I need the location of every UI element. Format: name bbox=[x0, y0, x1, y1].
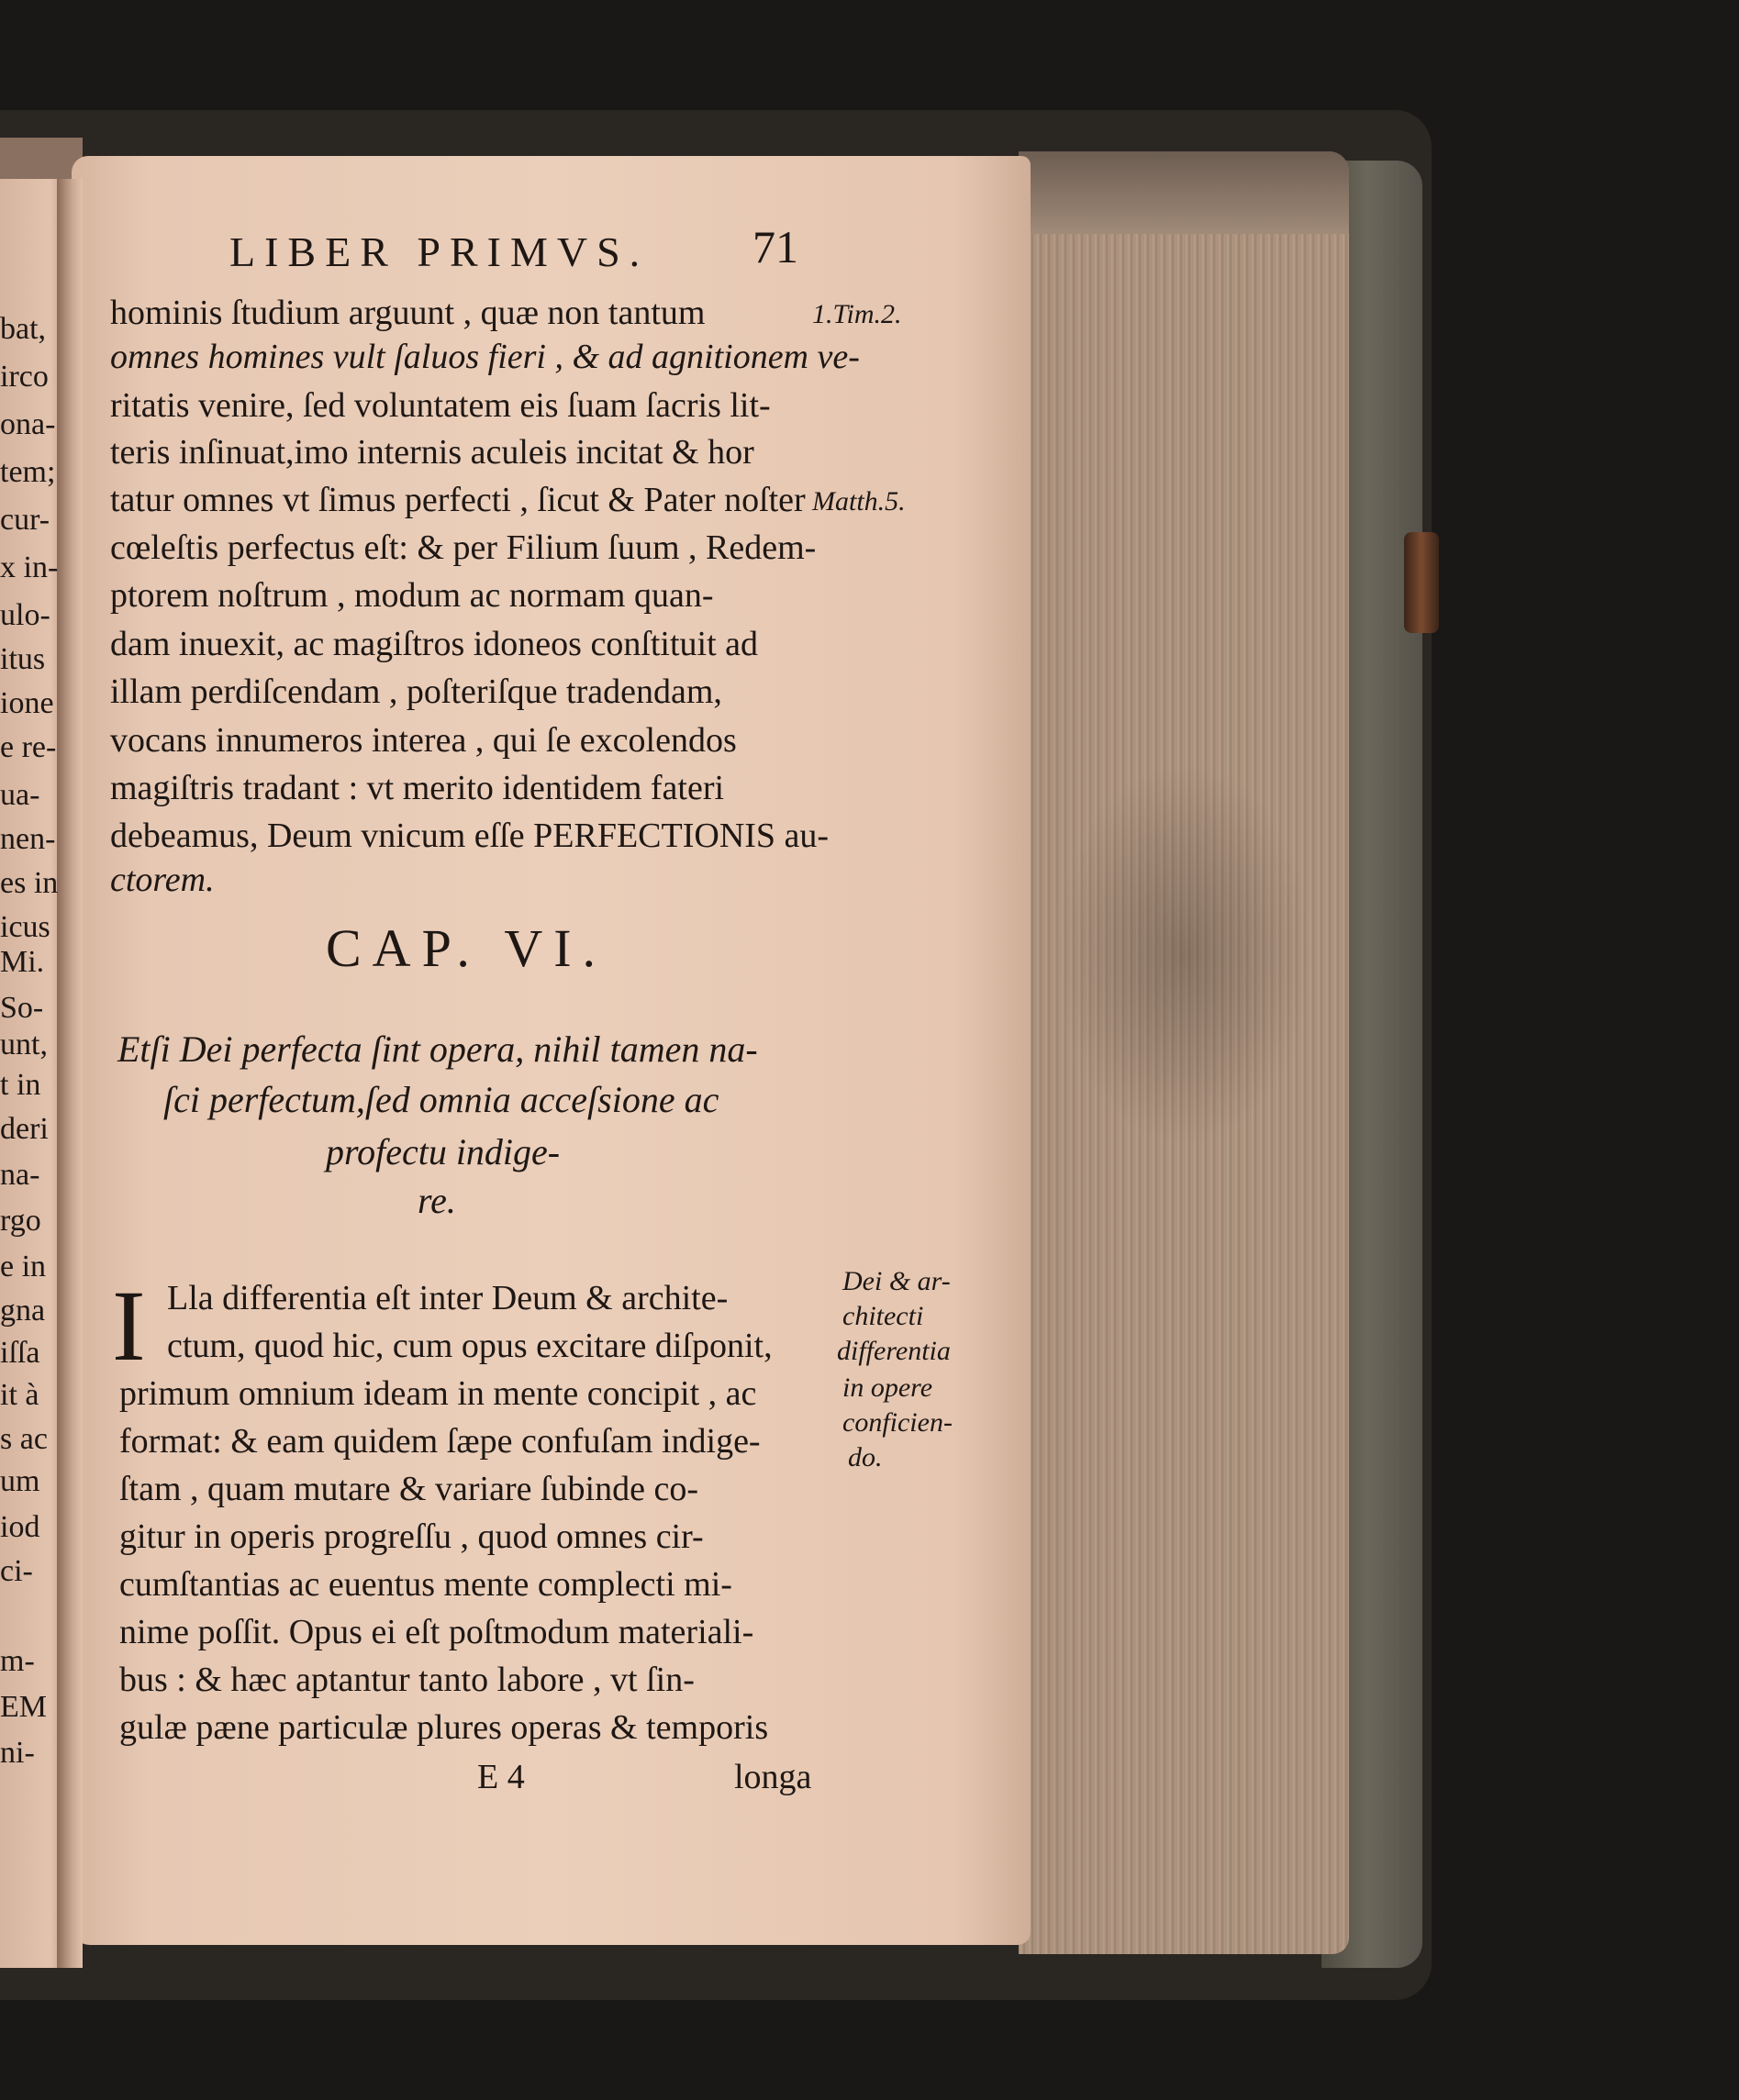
clasp-fragment bbox=[1404, 532, 1439, 633]
text-line: cœleſtis perfectus eſt: & per Filium ſuum , Redem- bbox=[110, 528, 817, 567]
left-fragment: e re- bbox=[0, 730, 57, 764]
left-fragment: deri bbox=[0, 1112, 49, 1146]
text-line: bus : & hæc aptantur tanto labore , vt ſin- bbox=[119, 1661, 695, 1699]
margin-gloss-line: Dei & ar- bbox=[842, 1266, 951, 1296]
chapter-heading: CAP. VI. bbox=[326, 918, 608, 978]
fore-edge-inscription bbox=[1055, 761, 1312, 1147]
left-fragment: it à bbox=[0, 1378, 39, 1412]
left-fragment: rgo bbox=[0, 1204, 41, 1238]
text-line: ctorem. bbox=[110, 861, 215, 899]
left-fragment: icus bbox=[0, 910, 50, 944]
left-fragment: cur- bbox=[0, 503, 50, 537]
text-line: ptorem noſtrum , modum ac normam quan- bbox=[110, 576, 714, 615]
fore-edge-top bbox=[1019, 151, 1349, 234]
margin-gloss-line: chitecti bbox=[842, 1301, 924, 1331]
text-line: ritatis venire, ſed voluntatem eis ſuam ſacris lit- bbox=[110, 386, 771, 425]
left-fragment: ona- bbox=[0, 407, 56, 441]
left-fragment: itus bbox=[0, 642, 46, 676]
signature-mark: E 4 bbox=[477, 1758, 525, 1796]
text-line: debeamus, Deum vnicum eſſe PERFECTIONIS au- bbox=[110, 817, 830, 855]
running-title: LIBER PRIMVS. bbox=[229, 228, 650, 275]
summary-line: profectu indige- bbox=[326, 1131, 561, 1172]
left-fragment: na- bbox=[0, 1158, 40, 1192]
left-fragment: iſſa bbox=[0, 1336, 40, 1370]
left-fragment: ni- bbox=[0, 1736, 35, 1770]
left-fragment: s ac bbox=[0, 1422, 48, 1456]
catchword: longa bbox=[734, 1758, 812, 1796]
margin-gloss-line: in opere bbox=[842, 1372, 933, 1403]
margin-note-timothy: 1.Tim.2. bbox=[812, 299, 902, 329]
margin-gloss-line: do. bbox=[848, 1442, 883, 1472]
left-fragment: x in- bbox=[0, 550, 59, 584]
left-fragment: Mi. bbox=[0, 945, 45, 979]
text-line: dam inuexit, ac magiſtros idoneos conſtituit ad bbox=[110, 625, 759, 663]
left-fragment: m- bbox=[0, 1644, 35, 1678]
left-fragment: t in bbox=[0, 1068, 41, 1102]
text-line: tatur omnes vt ſimus perfecti , ſicut & Pater noſter bbox=[110, 481, 806, 519]
left-fragment: gna bbox=[0, 1294, 46, 1328]
text-line: hominis ſtudium arguunt , quæ non tantum bbox=[110, 294, 706, 332]
left-fragment: unt, bbox=[0, 1028, 48, 1061]
margin-note-matthew: Matth.5. bbox=[812, 486, 906, 517]
left-fragment: So- bbox=[0, 991, 44, 1025]
left-fragment: ione bbox=[0, 686, 54, 720]
left-fragment: nen- bbox=[0, 822, 56, 856]
text-line: gulæ pæne particulæ plures operas & temporis bbox=[119, 1708, 769, 1747]
left-fragment: um bbox=[0, 1464, 40, 1498]
text-line: vocans innumeros interea , qui ſe excolendos bbox=[110, 721, 737, 760]
left-fragment: ci- bbox=[0, 1554, 33, 1588]
text-line: omnes homines vult ſaluos fieri , & ad agnitionem ve- bbox=[110, 338, 860, 376]
drop-cap: I bbox=[112, 1270, 146, 1382]
left-fragment: ulo- bbox=[0, 598, 50, 632]
text-line: teris inſinuat,imo internis aculeis incitat & hor bbox=[110, 433, 754, 472]
text-line: gitur in operis progreſſu , quod omnes cir- bbox=[119, 1517, 704, 1556]
gutter bbox=[57, 179, 83, 1968]
left-fragment: irco bbox=[0, 360, 49, 394]
text-line: cumſtantias ac euentus mente complecti mi- bbox=[119, 1565, 732, 1604]
text-line: ſtam , quam mutare & variare ſubinde co- bbox=[119, 1470, 698, 1508]
text-line: illam perdiſcendam , poſteriſque tradendam, bbox=[110, 672, 722, 711]
summary-line: re. bbox=[418, 1180, 456, 1221]
summary-line: Etſi Dei perfecta ſint opera, nihil tamen na- bbox=[117, 1028, 758, 1070]
left-fragment: bat, bbox=[0, 312, 47, 346]
margin-gloss-line: conficien- bbox=[842, 1407, 953, 1438]
text-line: Lla differentia eſt inter Deum & archite- bbox=[167, 1279, 729, 1317]
left-fragment: iod bbox=[0, 1510, 40, 1544]
page-number: 71 bbox=[752, 221, 798, 272]
left-fragment: EM bbox=[0, 1690, 47, 1724]
text-line: ctum, quod hic, cum opus excitare diſponit, bbox=[167, 1327, 773, 1365]
text-line: format: & eam quidem ſæpe confuſam indige- bbox=[119, 1422, 761, 1461]
text-line: primum omnium ideam in mente concipit , ac bbox=[119, 1374, 757, 1413]
left-fragment: tem; bbox=[0, 455, 56, 489]
left-fragment: ua- bbox=[0, 778, 40, 812]
left-fragment: es in bbox=[0, 866, 59, 900]
margin-gloss-line: differentia bbox=[837, 1336, 951, 1366]
left-fragment: e in bbox=[0, 1250, 47, 1283]
text-line: nime poſſit. Opus ei eſt poſtmodum materiali- bbox=[119, 1613, 754, 1651]
text-line: magiſtris tradant : vt merito identidem fateri bbox=[110, 769, 725, 807]
summary-line: ſci perfectum,ſed omnia acceſsione ac bbox=[163, 1079, 719, 1120]
